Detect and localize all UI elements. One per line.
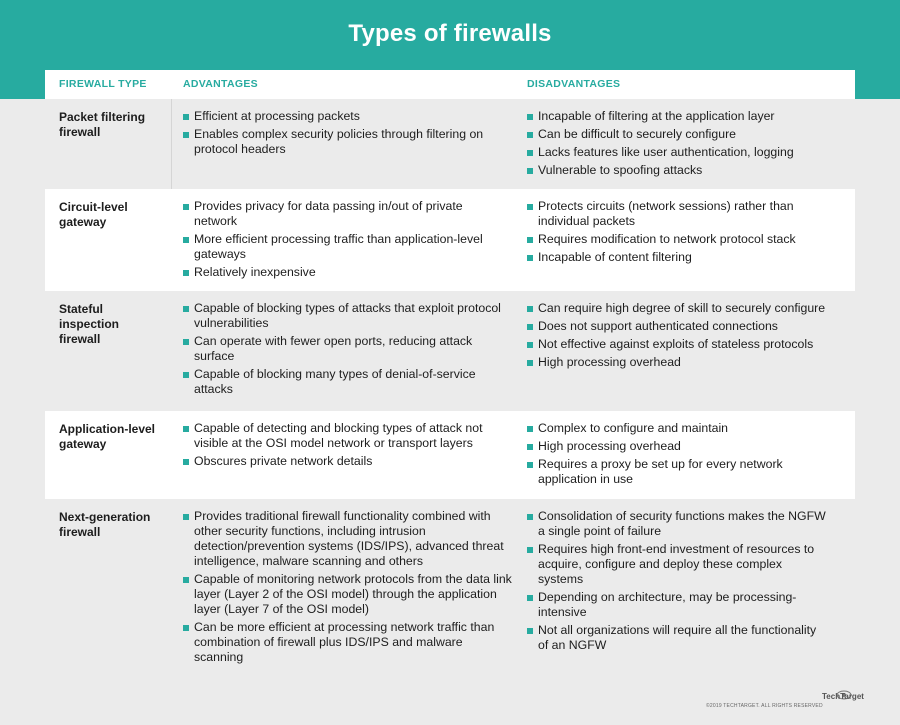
advantage-item: Obscures private network details xyxy=(183,454,503,469)
advantages-list xyxy=(183,421,503,472)
firewall-type-label: Stateful inspection firewall xyxy=(59,302,120,346)
advantage-item: Provides traditional firewall functionality combined with other security functions, including intrusion detection/prevention systems (IDS/IPS), advanced threat intelligence, malware scanning and others xyxy=(183,509,513,569)
disadvantage-item: Incapable of content filtering xyxy=(527,250,837,265)
advantage-item: Enables complex security policies through filtering on protocol headers xyxy=(183,127,503,157)
advantage-item: Relatively inexpensive xyxy=(183,265,503,280)
disadvantages-list xyxy=(527,199,837,268)
disadvantage-item: Not all organizations will require all the functionality of an NGFW xyxy=(527,623,827,653)
firewall-type-label: Packet filtering firewall xyxy=(59,110,146,139)
header-firewall-type: FIREWALL TYPE xyxy=(59,78,147,90)
disadvantages-list xyxy=(527,509,827,656)
advantages-list xyxy=(183,109,503,160)
disadvantage-item: Does not support authenticated connections xyxy=(527,319,837,334)
disadvantage-item: High processing overhead xyxy=(527,355,837,370)
advantages-list xyxy=(183,509,513,668)
disadvantage-item: Protects circuits (network sessions) rather than individual packets xyxy=(527,199,837,229)
table-row xyxy=(45,99,855,189)
techtarget-logo: TechTarget xyxy=(822,692,864,701)
disadvantage-item: Depending on architecture, may be processing-intensive xyxy=(527,590,827,620)
disadvantage-item: Consolidation of security functions makes the NGFW a single point of failure xyxy=(527,509,827,539)
disadvantage-item: Not effective against exploits of stateless protocols xyxy=(527,337,837,352)
disadvantage-item: Can be difficult to securely configure xyxy=(527,127,837,142)
firewall-type-label: Circuit-level gateway xyxy=(59,200,128,229)
advantage-item: Capable of detecting and blocking types of attack not visible at the OSI model network or transport layers xyxy=(183,421,503,451)
header-advantages: ADVANTAGES xyxy=(183,78,258,90)
column-divider xyxy=(171,99,172,189)
advantage-item: Capable of blocking types of attacks that exploit protocol vulnerabilities xyxy=(183,301,503,331)
advantages-list xyxy=(183,301,503,400)
disadvantage-item: Vulnerable to spoofing attacks xyxy=(527,163,837,178)
disadvantage-item: Can require high degree of skill to securely configure xyxy=(527,301,837,316)
advantages-list xyxy=(183,199,503,283)
table-header xyxy=(45,70,855,99)
copyright-notice: ©2019 TECHTARGET. ALL RIGHTS RESERVED xyxy=(706,703,823,709)
disadvantages-list xyxy=(527,421,837,490)
disadvantages-list xyxy=(527,301,837,373)
advantage-item: Provides privacy for data passing in/out of private network xyxy=(183,199,503,229)
table-row xyxy=(45,291,855,411)
page-title: Types of firewalls xyxy=(348,20,552,47)
advantage-item: Can be more efficient at processing network traffic than combination of firewall plus IDS/IPS and malware scanning xyxy=(183,620,513,665)
disadvantage-item: Requires a proxy be set up for every network application in use xyxy=(527,457,837,487)
table-row xyxy=(45,499,855,689)
disadvantage-item: Complex to configure and maintain xyxy=(527,421,837,436)
advantage-item: Capable of monitoring network protocols from the data link layer (Layer 2 of the OSI model) through the application layer (Layer 7 of the OSI model) xyxy=(183,572,513,617)
firewall-type-label: Next-generation firewall xyxy=(59,510,151,539)
table-row xyxy=(45,411,855,499)
disadvantages-list xyxy=(527,109,837,181)
table-row xyxy=(45,189,855,291)
disadvantage-item: Requires modification to network protocol stack xyxy=(527,232,837,247)
disadvantage-item: Lacks features like user authentication, logging xyxy=(527,145,837,160)
disadvantage-item: High processing overhead xyxy=(527,439,837,454)
advantage-item: Capable of blocking many types of denial-of-service attacks xyxy=(183,367,503,397)
header-disadvantages: DISADVANTAGES xyxy=(527,78,621,90)
advantage-item: Can operate with fewer open ports, reducing attack surface xyxy=(183,334,503,364)
firewall-type-label: Application-level gateway xyxy=(59,422,156,451)
advantage-item: Efficient at processing packets xyxy=(183,109,503,124)
disadvantage-item: Incapable of filtering at the application layer xyxy=(527,109,837,124)
advantage-item: More efficient processing traffic than application-level gateways xyxy=(183,232,503,262)
disadvantage-item: Requires high front-end investment of resources to acquire, configure and deploy these complex systems xyxy=(527,542,827,587)
